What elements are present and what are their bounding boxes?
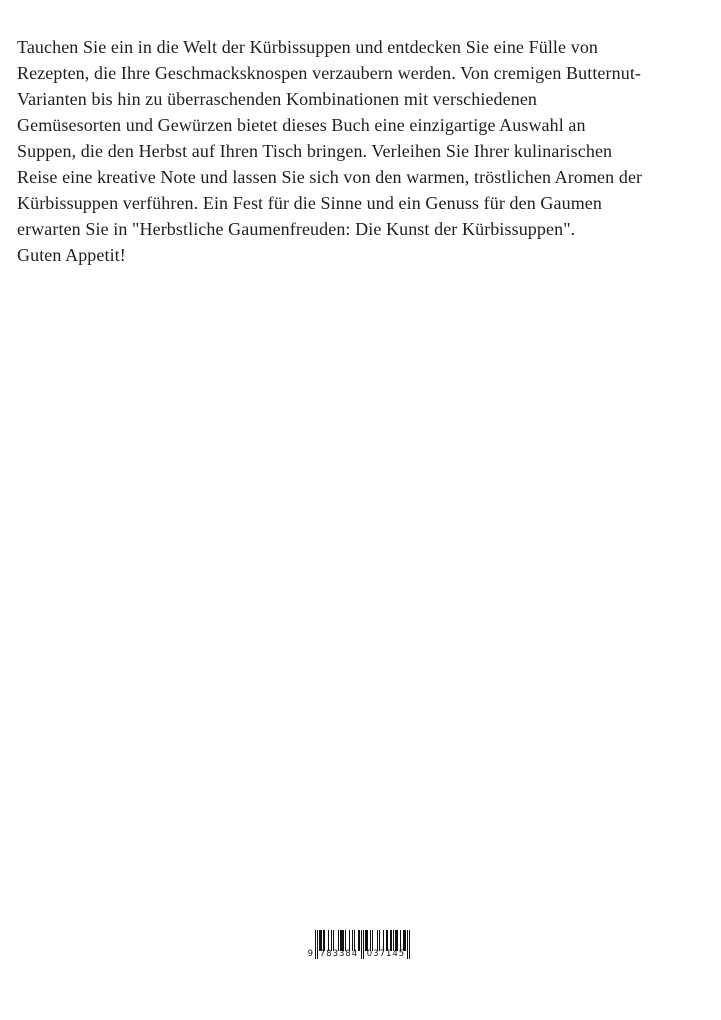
description-line: erwarten Sie in "Herbstliche Gaumenfreuden: Die Kunst der Kürbissuppen". (17, 219, 576, 239)
isbn-barcode (303, 930, 419, 963)
book-description (17, 34, 709, 268)
description-line: Guten Appetit! (17, 245, 126, 265)
isbn-first-digit: 9 (307, 949, 313, 959)
description-line: Varianten bis hin zu überraschenden Kombinationen mit verschiedenen (17, 89, 538, 109)
description-line: Tauchen Sie ein in die Welt der Kürbissuppen und entdecken Sie eine Fülle von (17, 37, 599, 57)
isbn-left-digits: 783384 (319, 949, 359, 959)
description-line: Rezepten, die Ihre Geschmacksknospen verzaubern werden. Von cremigen Butternut- (17, 63, 642, 83)
description-line: Suppen, die den Herbst auf Ihren Tisch bringen. Verleihen Sie Ihrer kulinarischen (17, 141, 613, 161)
description-line: Reise eine kreative Note und lassen Sie sich von den warmen, tröstlichen Aromen der (17, 167, 643, 187)
description-line: Gemüsesorten und Gewürzen bietet dieses Buch eine einzigartige Auswahl an (17, 115, 586, 135)
isbn-right-digits: 037145 (366, 949, 406, 959)
description-line: Kürbissuppen verführen. Ein Fest für die Sinne und ein Genuss für den Gaumen (17, 193, 602, 213)
